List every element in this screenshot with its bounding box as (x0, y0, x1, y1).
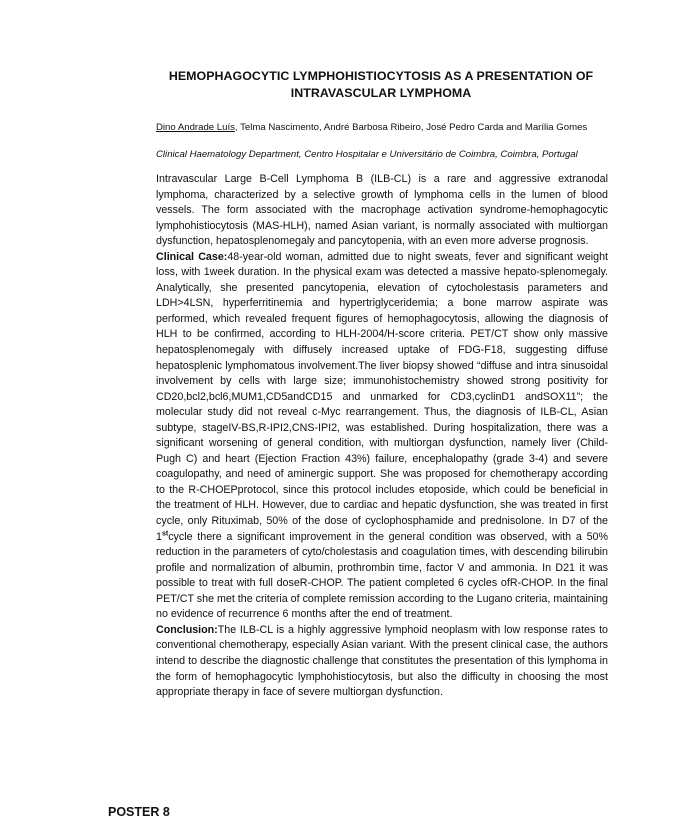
conclusion-text: The ILB-CL is a highly aggressive lymphoid neoplasm with low response rates to conventional chemotherapy, especially Asian variant. With the present clinical case, the authors intend to describe the diagnostic challenge that constitutes the presentation of this lymphoma in the form of hemophagocytic lymphohistiocytosis, but also the difficulty in choosing the most appropriate therapy in face of severe multiorgan dysfunction. (156, 623, 608, 699)
conclusion-label: Conclusion: (156, 623, 218, 636)
clinical-case-text-part-2: cycle there a significant improvement in the general condition was observed, with a 50% reduction in the parameters of cyto/cholestasis and coagulation times, with descending bilirubin profile and normalization of albumin, prothrombin time, factor V and ammonia. In D21 it was possible to treat with full doseR-CHOP. The patient completed 6 cycles ofR-CHOP. In the final PET/CT she met the criteria of complete remission according to the Lugano criteria, maintaining no evidence of recurrence 6 months after the end of treatment. (156, 530, 608, 621)
introduction-paragraph: Intravascular Large B-Cell Lymphoma B (ILB-CL) is a rare and aggressive extranodal lymphoma, characterized by a selective growth of lymphoma cells in the lumen of blood vessels. The form associated with the macrophage activation syndrome-hemophagocytic lymphohistiocytosis (MAS-HLH), named Asian variant, is normally associated with multiorgan dysfunction, hepatosplenomegaly and pancytopenia, with an even more adverse prognosis. (156, 173, 608, 248)
clinical-case-text-part-1: 48-year-old woman, admitted due to night sweats, fever and significant weight loss, with 1week duration. In the physical exam was detected a massive hepato-splenomegaly. Analytically, she presented pancytopenia, elevation of cytocholestasis parameters and LDH>4LSN, hyperferritinemia and hypertriglyceridemia; a bone marrow aspirate was performed, which revealed frequent figures of hemophagocytosis, allowing the diagnosis of HLH to be confirmed, according to HLH-2004/H-score criteria. PET/CT show only massive hepatosplenomegaly with diffusely increased uptake of FDG-F18, suggesting diffuse hepatosplenic lymphomatous involvement.The liver biopsy showed “diffuse and intra sinusoidal involvement by cells with large size; immunohistochemistry showed strong positivity for CD20,bcl2,bcl6,MUM1,CD5andCD15 and unmarked for CD3,cyclinD1 andSOX11”; the molecular study did not reveal c-Myc rearrangement. Thus, the diagnosis of ILB-CL, Asian subtype, stageIV-BS,R-IPI2,CNS-IPI2, was established. During hospitalization, there was a significant worsening of general condition, with multiorgan dysfunction, namely liver (Child-Pugh C) and heart (Ejection Fraction 43%) failure, encephalopathy (grade 3-4) and severe coagulopathy, and need of aminergic support. She was proposed for chemotherapy according to the R-CHOEPprotocol, since this protocol includes etoposide, which could be beneficial in the treatment of HLH. However, due to cardiac and hepatic dysfunction, she was treated in first cycle, only Rituximab, 50% of the dose of cyclophosphamide and prednisolone. In D7 of the 1 (156, 250, 608, 543)
clinical-case-paragraph (156, 250, 608, 623)
poster-number-label: POSTER 8 (108, 805, 170, 819)
clinical-case-label: Clinical Case: (156, 250, 228, 263)
ordinal-superscript: st (161, 530, 169, 538)
author-affiliation: Clinical Haematology Department, Centro Hospitalar e Universitário de Coimbra, Coimbra, Portugal (156, 149, 578, 160)
author-list (156, 121, 608, 134)
presenting-author: Dino Andrade Luís (156, 122, 235, 133)
co-authors: , Telma Nascimento, André Barbosa Ribeiro, José Pedro Carda and Marília Gomes (234, 122, 588, 133)
abstract-title: HEMOPHAGOCYTIC LYMPHOHISTIOCYTOSIS AS A PRESENTATION OF INTRAVASCULAR LYMPHOMA (168, 69, 594, 100)
conclusion-paragraph (156, 623, 608, 701)
abstract-body (156, 172, 608, 701)
